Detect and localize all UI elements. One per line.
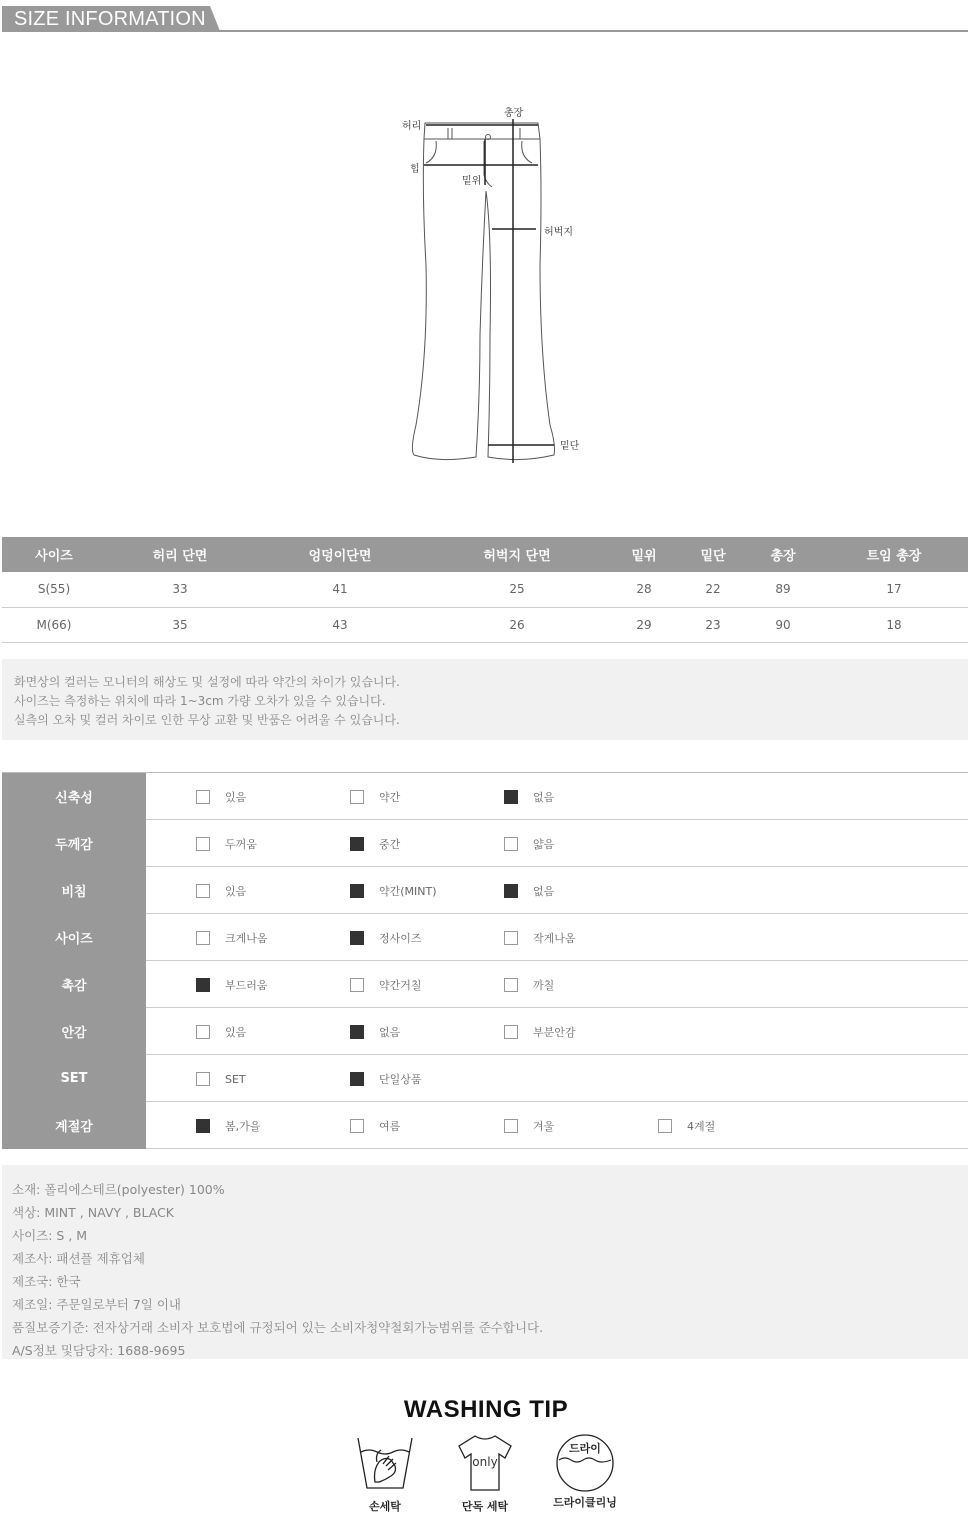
checked-box-icon xyxy=(350,884,364,898)
attribute-option xyxy=(504,1118,554,1134)
table-cell: 17 xyxy=(820,572,968,607)
col-hip: 엉덩이단면 xyxy=(254,537,426,572)
unchecked-box-icon xyxy=(504,1119,518,1133)
attribute-option xyxy=(350,1118,400,1134)
attribute-option-label: 없음 xyxy=(379,1026,401,1039)
table-cell: 18 xyxy=(820,607,968,642)
info-line: 품질보증기준: 전자상거래 소비자 보호법에 규정되어 있는 소비자청약철회가능범위를 준수합니다. xyxy=(12,1320,544,1335)
attribute-option-label: 약간(MINT) xyxy=(379,885,437,898)
attribute-row xyxy=(2,1008,968,1055)
table-cell: 89 xyxy=(746,572,820,607)
attribute-option xyxy=(350,883,437,899)
attribute-option xyxy=(196,789,246,805)
attribute-option-label: 크게나옴 xyxy=(225,932,268,945)
header-divider xyxy=(2,30,968,32)
table-cell: S(55) xyxy=(2,572,106,607)
info-line: 제조국: 한국 xyxy=(12,1274,81,1289)
table-cell: 41 xyxy=(254,572,426,607)
attribute-option xyxy=(504,977,554,993)
col-slit-length: 트임 총장 xyxy=(820,537,968,572)
table-cell: 35 xyxy=(106,607,254,642)
attribute-option-label: 4계절 xyxy=(687,1120,716,1133)
attribute-option-label: 약간 xyxy=(379,791,401,804)
dry-clean-label: 드라이클리닝 xyxy=(553,1496,617,1509)
checked-box-icon xyxy=(504,884,518,898)
wash-alone-icon xyxy=(455,1432,515,1494)
attribute-option xyxy=(350,977,422,993)
label-thigh: 허벅지 xyxy=(544,227,573,238)
unchecked-box-icon xyxy=(504,1025,518,1039)
attribute-option-label: 부드러움 xyxy=(225,979,268,992)
label-hip: 힙 xyxy=(410,164,420,175)
attribute-row xyxy=(2,961,968,1008)
section-title: SIZE INFORMATION xyxy=(14,8,206,30)
attribute-label: 신축성 xyxy=(2,773,146,820)
checked-box-icon xyxy=(350,1072,364,1086)
product-info xyxy=(2,1165,968,1359)
attribute-label: 사이즈 xyxy=(2,914,146,961)
attribute-option-label: 겨울 xyxy=(533,1120,555,1133)
table-cell: 90 xyxy=(746,607,820,642)
attribute-option xyxy=(196,883,246,899)
attribute-option xyxy=(504,789,554,805)
unchecked-box-icon xyxy=(196,931,210,945)
table-cell: 26 xyxy=(426,607,608,642)
attribute-option xyxy=(196,1024,246,1040)
attribute-row xyxy=(2,1102,968,1149)
col-waist: 허리 단면 xyxy=(106,537,254,572)
unchecked-box-icon xyxy=(504,837,518,851)
info-line: 제조일: 주문일로부터 7일 이내 xyxy=(12,1297,181,1312)
attribute-label: 비침 xyxy=(2,867,146,914)
table-cell: 23 xyxy=(680,607,746,642)
label-waist: 허리 xyxy=(402,121,422,132)
size-notes xyxy=(2,659,968,740)
col-thigh: 허벅지 단면 xyxy=(426,537,608,572)
table-cell: 43 xyxy=(254,607,426,642)
attribute-option-label: 정사이즈 xyxy=(379,932,422,945)
pants-diagram xyxy=(380,95,610,475)
table-cell: 22 xyxy=(680,572,746,607)
size-table xyxy=(2,537,968,643)
unchecked-box-icon xyxy=(350,790,364,804)
attribute-option-label: 까칠 xyxy=(533,979,555,992)
attribute-option-label: 없음 xyxy=(533,885,555,898)
checked-box-icon xyxy=(350,1025,364,1039)
attribute-option xyxy=(196,930,268,946)
note-line: 사이즈는 측정하는 위치에 따라 1~3cm 가량 오차가 있을 수 있습니다. xyxy=(14,694,386,708)
table-cell: 28 xyxy=(608,572,680,607)
attribute-option-label: 중간 xyxy=(379,838,401,851)
attribute-option-label: 없음 xyxy=(533,791,555,804)
attribute-option-label: 여름 xyxy=(379,1120,401,1133)
attribute-option xyxy=(196,1071,246,1087)
attribute-row xyxy=(2,820,968,867)
unchecked-box-icon xyxy=(504,978,518,992)
attribute-option xyxy=(504,883,554,899)
dry-clean-icon xyxy=(555,1432,615,1494)
unchecked-box-icon xyxy=(196,1072,210,1086)
checked-box-icon xyxy=(350,931,364,945)
checked-box-icon xyxy=(196,978,210,992)
attribute-label: 촉감 xyxy=(2,961,146,1008)
attribute-option-label: 있음 xyxy=(225,885,247,898)
pants-illustration xyxy=(380,95,610,475)
attribute-option xyxy=(196,836,257,852)
table-cell: M(66) xyxy=(2,607,106,642)
attribute-row xyxy=(2,773,968,820)
note-line: 화면상의 컬러는 모니터의 해상도 및 설정에 따라 약간의 차이가 있습니다. xyxy=(14,675,400,689)
size-table-header xyxy=(2,537,968,572)
dry-clean-inner-text: 드라이 xyxy=(569,1442,601,1455)
attribute-label: 안감 xyxy=(2,1008,146,1055)
attribute-option xyxy=(350,930,422,946)
table-cell: 29 xyxy=(608,607,680,642)
attribute-option-label: 단일상품 xyxy=(379,1073,422,1086)
attribute-option xyxy=(350,1071,422,1087)
label-hem: 밑단 xyxy=(560,441,580,452)
attribute-row xyxy=(2,867,968,914)
attribute-option-label: 부분안감 xyxy=(533,1026,576,1039)
attribute-row xyxy=(2,914,968,961)
info-line: 색상: MINT , NAVY , BLACK xyxy=(12,1205,175,1220)
table-row xyxy=(2,607,968,642)
label-rise: 밑위 xyxy=(462,176,482,187)
table-row xyxy=(2,572,968,607)
attribute-label: 계절감 xyxy=(2,1102,146,1149)
table-cell: 33 xyxy=(106,572,254,607)
attribute-option xyxy=(504,836,554,852)
fabric-attributes-table xyxy=(2,772,968,1149)
wash-alone-label: 단독 세탁 xyxy=(461,1500,509,1513)
attribute-option-label: 두꺼움 xyxy=(225,838,257,851)
washing-tip-title: WASHING TIP xyxy=(403,1396,569,1423)
wash-alone-inner-text: only xyxy=(472,1455,498,1469)
info-line: A/S정보 및담당자: 1688-9695 xyxy=(12,1343,186,1358)
attribute-option xyxy=(196,1118,260,1134)
attribute-option-label: 작게나옴 xyxy=(533,932,576,945)
checked-box-icon xyxy=(504,790,518,804)
attribute-option-label: SET xyxy=(225,1072,246,1086)
attribute-option xyxy=(504,1024,576,1040)
attribute-label: SET xyxy=(2,1055,146,1102)
col-size: 사이즈 xyxy=(2,537,106,572)
info-line: 제조사: 패션플 제휴업체 xyxy=(12,1251,145,1266)
attribute-row xyxy=(2,1055,968,1102)
col-hem: 밑단 xyxy=(680,537,746,572)
attribute-option xyxy=(350,1024,400,1040)
attribute-option-label: 봄,가을 xyxy=(225,1120,261,1133)
attribute-option-label: 얇음 xyxy=(533,838,555,851)
hand-wash-icon xyxy=(355,1432,415,1494)
unchecked-box-icon xyxy=(196,837,210,851)
unchecked-box-icon xyxy=(504,931,518,945)
attribute-option xyxy=(196,977,268,993)
unchecked-box-icon xyxy=(350,978,364,992)
attribute-option-label: 있음 xyxy=(225,1026,247,1039)
label-length: 총장 xyxy=(504,108,524,119)
note-line: 실측의 오차 및 컬러 차이로 인한 무상 교환 및 반품은 어려울 수 있습니다. xyxy=(14,713,400,727)
checked-box-icon xyxy=(350,837,364,851)
attribute-option xyxy=(350,789,400,805)
unchecked-box-icon xyxy=(196,790,210,804)
unchecked-box-icon xyxy=(658,1119,672,1133)
unchecked-box-icon xyxy=(196,884,210,898)
attribute-option xyxy=(350,836,400,852)
attribute-option-label: 약간거칠 xyxy=(379,979,422,992)
attribute-option xyxy=(504,930,576,946)
attribute-label: 두께감 xyxy=(2,820,146,867)
attribute-option-label: 있음 xyxy=(225,791,247,804)
unchecked-box-icon xyxy=(350,1119,364,1133)
attribute-option xyxy=(658,1118,715,1134)
info-line: 소재: 폴리에스테르(polyester) 100% xyxy=(12,1182,225,1197)
unchecked-box-icon xyxy=(196,1025,210,1039)
col-length: 총장 xyxy=(746,537,820,572)
col-rise: 밑위 xyxy=(608,537,680,572)
hand-wash-label: 손세탁 xyxy=(369,1500,401,1513)
table-cell: 25 xyxy=(426,572,608,607)
checked-box-icon xyxy=(196,1119,210,1133)
section-header xyxy=(2,6,968,32)
info-line: 사이즈: S , M xyxy=(12,1228,88,1243)
